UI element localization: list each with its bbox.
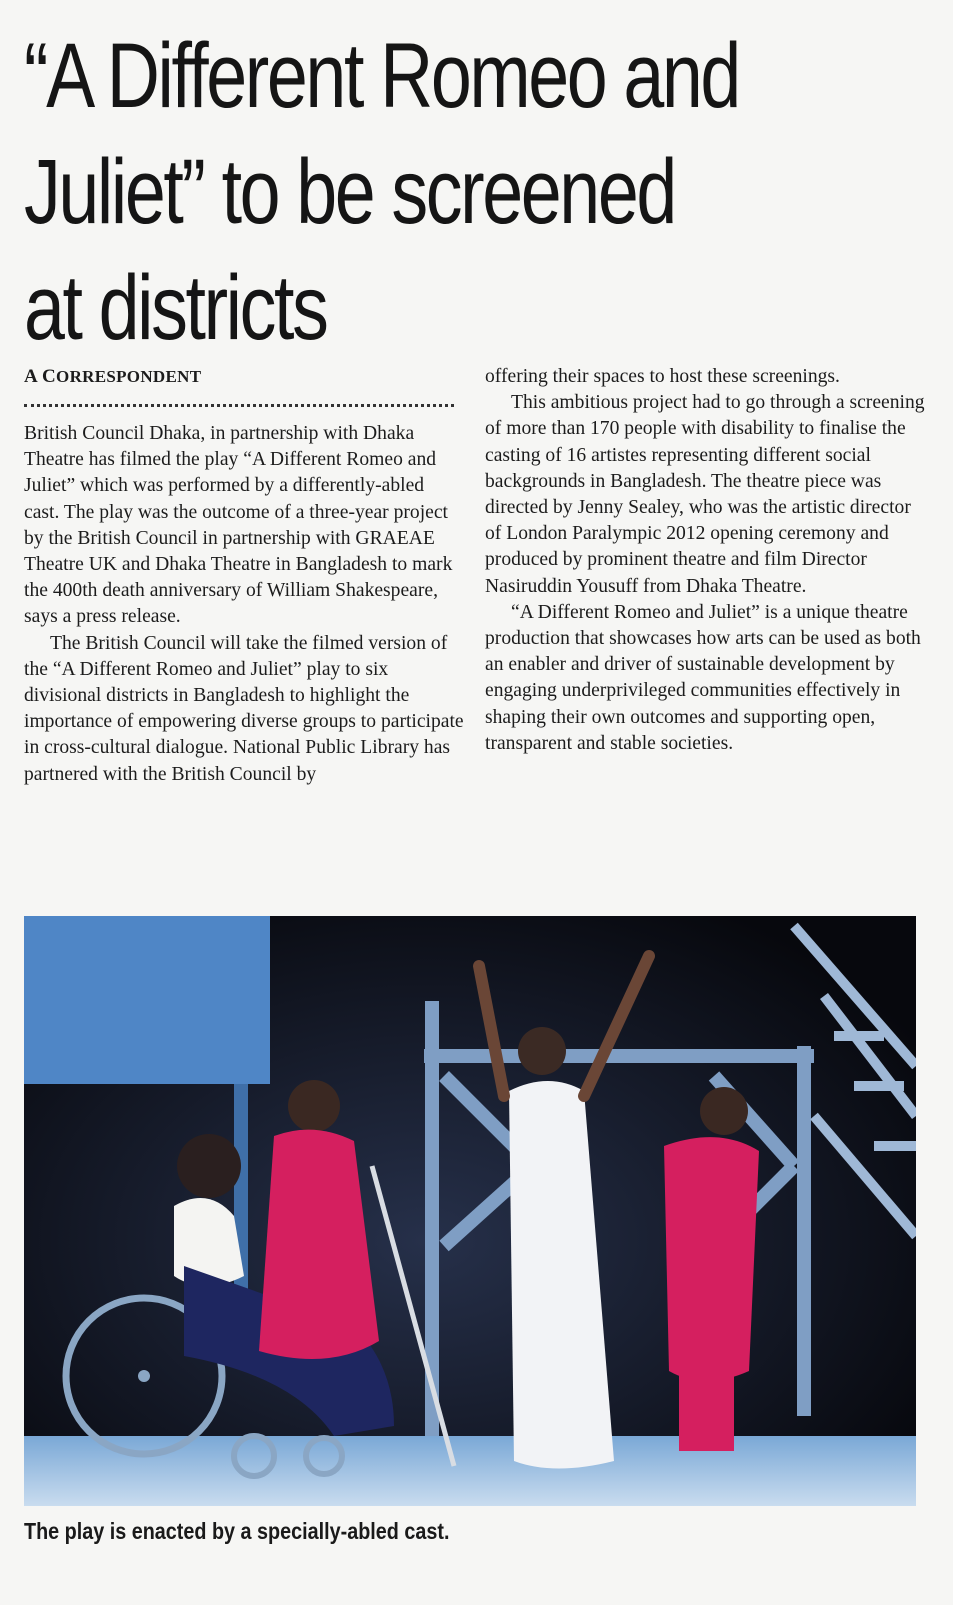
headline-line-1: “A Different Romeo and [24, 25, 739, 127]
projection-screen [24, 916, 270, 1084]
article-paragraph: “A Different Romeo and Juliet” is a unique theatre production that showcases how arts can be used as both an enabler and driver of sustainable development by engaging underprivileged communities effectively in shaping their own outcomes and supporting open, transparent and stable societies. [485, 601, 921, 754]
article-paragraph: offering their spaces to host these screenings. [485, 366, 840, 387]
article-body [24, 364, 929, 909]
byline-initial: A C [24, 366, 57, 387]
article-column-left [24, 364, 464, 788]
stage-photo [24, 916, 916, 1506]
stage-floor [24, 1436, 916, 1506]
article-paragraph: The British Council will take the filmed version of the “A Different Romeo and Juliet” play to six divisional districts in Bangladesh to highlight the importance of empowering diverse groups to participate in cross-cultural dialogue. National Public Library has partnered with the British Council by [24, 632, 464, 785]
headline-line-2: Juliet” to be screened [24, 141, 675, 243]
article-paragraph: British Council Dhaka, in partnership with Dhaka Theatre has filmed the play “A Different Romeo and Juliet” which was performed by a differently-abled cast. The play was the outcome of a three-year project by the British Council in partnership with GRAEAE Theatre UK and Dhaka Theatre in Bangladesh to mark the 400th death anniversary of William Shakespeare, says a press release. [24, 423, 453, 628]
headline [24, 18, 928, 366]
byline-rest: ORRESPONDENT [56, 367, 202, 386]
byline-divider [24, 392, 454, 407]
stage-scene-illustration [24, 916, 916, 1506]
photo-caption: The play is enacted by a specially-abled cast. [24, 1518, 450, 1544]
article-paragraph: This ambitious project had to go through a screening of more than 170 people with disability to finalise the casting of 16 artistes representing different social backgrounds in Bangladesh. The theatre piece was directed by Jenny Sealey, who was the artistic director of London Paralympic 2012 opening ceremony and produced by prominent theatre and film Director Nasiruddin Yousuff from Dhaka Theatre. [485, 392, 925, 597]
headline-line-3: at districts [24, 257, 327, 359]
article-column-right [485, 364, 929, 757]
byline [24, 364, 464, 392]
